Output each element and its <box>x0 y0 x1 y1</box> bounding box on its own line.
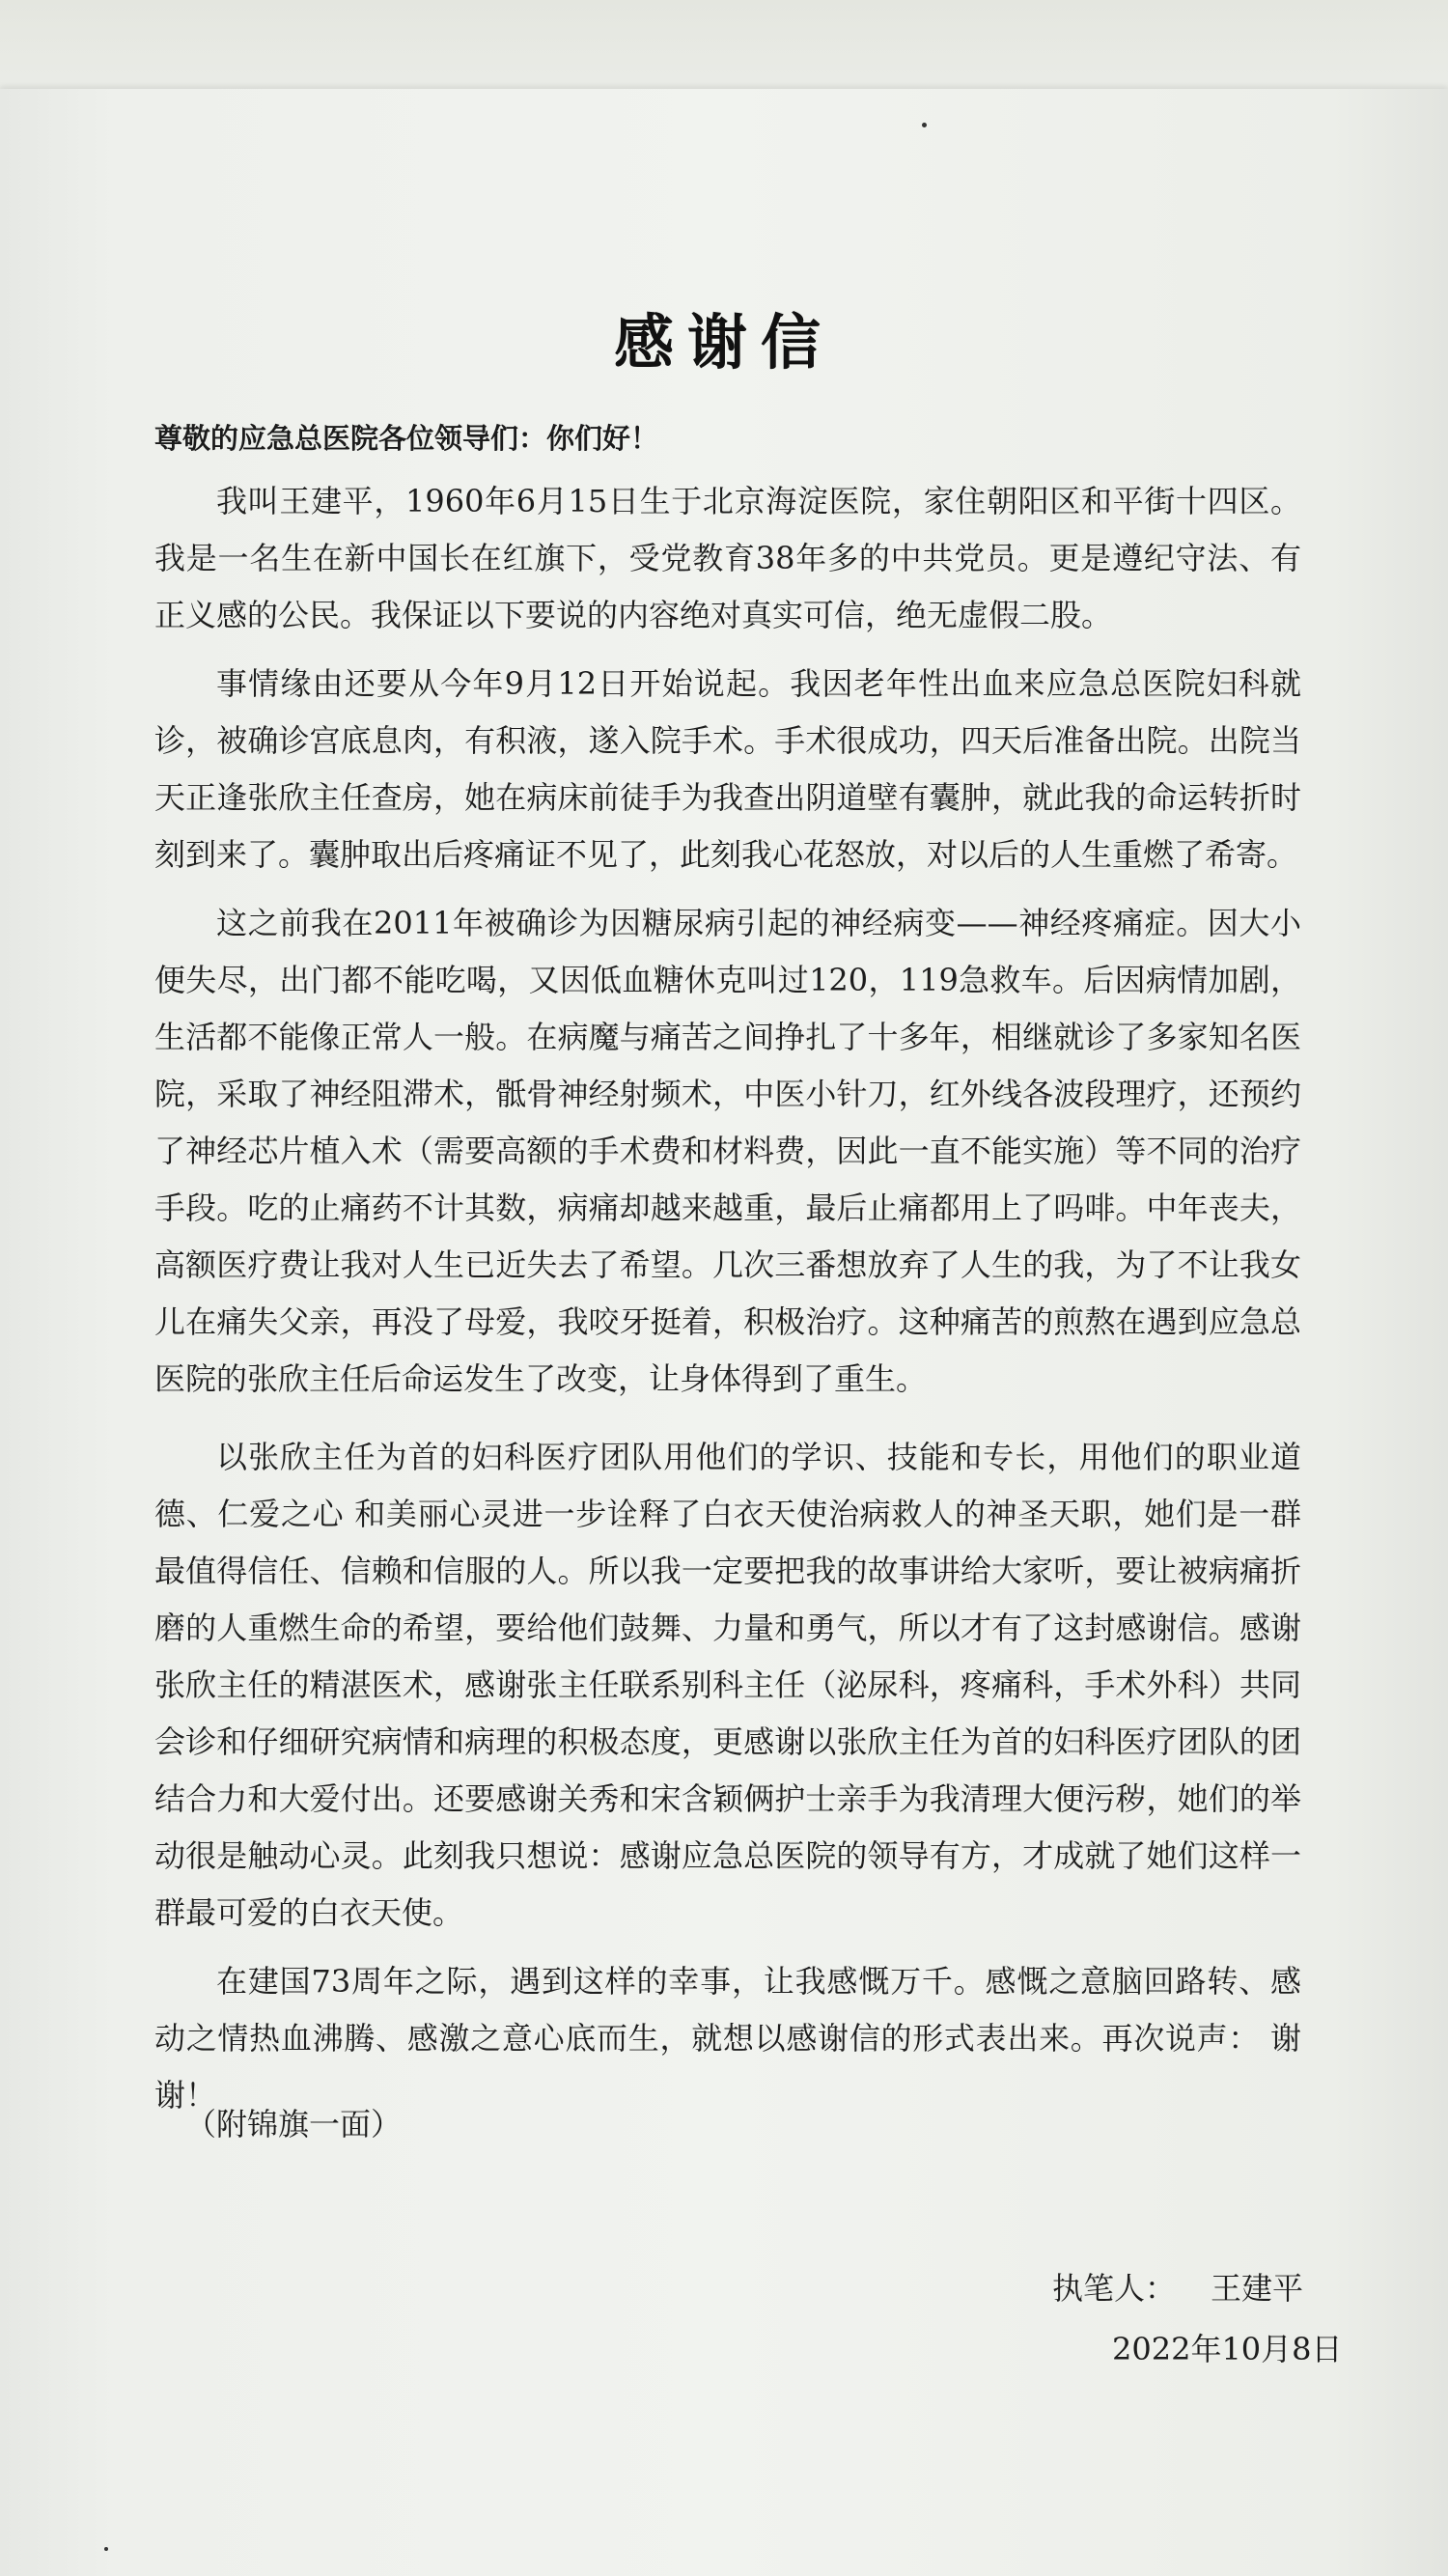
paper-speck <box>104 2547 108 2551</box>
paper-speck <box>922 123 927 127</box>
background-surface <box>0 0 1448 92</box>
signer-label: 执笔人： <box>1052 2270 1177 2307</box>
signature-block <box>1052 2264 1303 2309</box>
paragraph-introduction: 我叫王建平，1960年6月15日生于北京海淀医院，家住朝阳区和平街十四区。我是一名生在新中国长在红旗下，受党教育38年多的中共党员。更是遵纪守法、有正义感的公民。我保证以下要说的内容绝对真实可信，绝无虚假二股。 <box>154 483 1301 633</box>
letter-body <box>154 473 1301 2124</box>
paragraph-surgery: 事情缘由还要从今年9月12日开始说起。我因老年性出血来应急总医院妇科就诊，被确诊宫底息肉，有积液，遂入院手术。手术很成功，四天后准备出院。出院当天正逢张欣主任查房，她在病床前徒手为我查出阴道壁有囊肿，就此我的命运转折时刻到来了。囊肿取出后疼痛证不见了，此刻我心花怒放，对以后的人生重燃了希寄。 <box>154 665 1301 873</box>
paragraph-closing: 在建国73周年之际，遇到这样的幸事，让我感慨万千。感慨之意脑回路转、感动之情热血沸腾、感激之意心底而生，就想以感谢信的形式表出来。再次说声： 谢谢！ <box>154 1963 1301 2114</box>
paragraph-illness-history: 这之前我在2011年被确诊为因糖尿病引起的神经病变——神经疼痛症。因大小便失尽，出门都不能吃喝，又因低血糖休克叫过120，119急救车。后因病情加剧，生活都不能像正常人一般。在病魔与痛苦之间挣扎了十多年，相继就诊了多家知名医院，采取了神经阻滞术，骶骨神经射频术，中医小针刀，红外线各波段理疗，还预约了神经芯片植入术（需要高额的手术费和材料费，因此一直不能实施）等不同的治疗手段。吃的止痛药不计其数，病痛却越来越重，最后止痛都用上了吗啡。中年丧夫，高额医疗费让我对人生已近失去了希望。几次三番想放弃了人生的我，为了不让我女儿在痛失父亲，再没了母爱，我咬牙挺着，积极治疗。这种痛苦的煎熬在遇到应急总医院的张欣主任后命运发生了改变，让身体得到了重生。 <box>154 905 1301 1397</box>
signer-name: 王建平 <box>1211 2270 1304 2307</box>
attachment-note: （附锦旗一面） <box>185 2106 403 2142</box>
letter-title: 感谢信 <box>613 307 834 378</box>
paragraph-gratitude: 以张欣主任为首的妇科医疗团队用他们的学识、技能和专长，用他们的职业道德、仁爱之心 和美丽心灵进一步诠释了白衣天使治病救人的神圣天职，她们是一群最值得信任、信赖和信服的人。所以我一定要把我的故事讲给大家听，要让被病痛折磨的人重燃生命的希望，要给他们鼓舞、力量和勇气，所以才有了这封感谢信。感谢张欣主任的精湛医术，感谢张主任联系别科主任（泌尿科，疼痛科，手术外科）共同会诊和仔细研究病情和病理的积极态度，更感谢以张欣主任为首的妇科医疗团队的团结合力和大爱付出。还要感谢关秀和宋含颖俩护士亲手为我清理大便污秽，她们的举动很是触动心灵。此刻我只想说：感谢应急总医院的领导有方，才成就了她们这样一群最可爱的白衣天使。 <box>154 1439 1301 1931</box>
salutation: 尊敬的应急总医院各位领导们：你们好！ <box>154 422 659 455</box>
letter-date: 2022年10月8日 <box>1112 2331 1343 2367</box>
